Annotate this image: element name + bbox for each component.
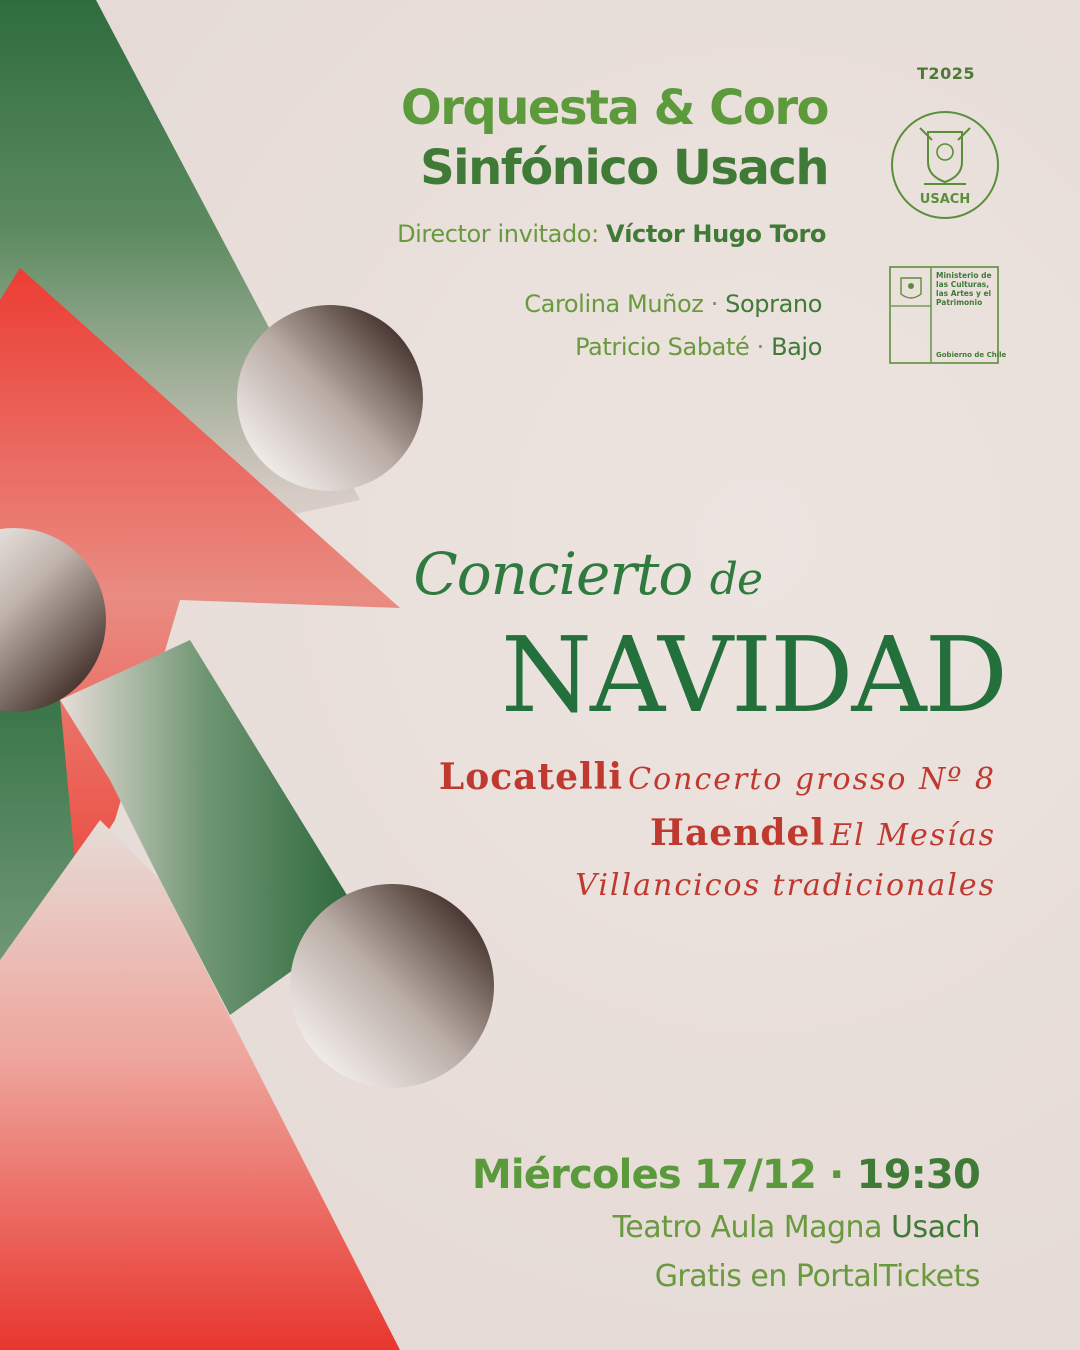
title-de: de <box>709 554 762 605</box>
work: Villancicos tradicionales <box>575 868 996 903</box>
event-date: Miércoles 17/12 <box>471 1152 816 1198</box>
usach-logo <box>890 110 1000 220</box>
soloists <box>524 283 822 369</box>
ensemble-title <box>401 78 828 198</box>
program-item <box>650 812 996 854</box>
event-datetime <box>472 1152 980 1198</box>
soloist-bass <box>524 326 822 369</box>
soloist-name: Patricio Sabaté <box>575 333 750 361</box>
separator: · <box>829 1152 844 1198</box>
venue-suffix: Usach <box>891 1210 980 1245</box>
ministry-text: Ministerio de las Culturas, las Artes y el Patrimonio <box>936 271 992 307</box>
work: Concerto grosso Nº 8 <box>628 762 996 797</box>
soloist-name: Carolina Muñoz <box>524 290 704 318</box>
event-time: 19:30 <box>856 1152 980 1198</box>
separator: · <box>756 333 764 361</box>
ornament-ball-bottom <box>290 884 494 1088</box>
soloist-role: Bajo <box>771 333 822 361</box>
soloist-role: Soprano <box>725 290 822 318</box>
ornament-ball-top <box>237 305 423 491</box>
ensemble-line-2: Sinfónico Usach <box>420 140 828 196</box>
composer: Haendel <box>649 812 826 854</box>
separator: · <box>710 290 718 318</box>
program-item <box>439 756 996 798</box>
title-concierto: Concierto <box>413 540 693 608</box>
director-name: Víctor Hugo Toro <box>606 220 826 248</box>
ticket-info: Gratis en PortalTickets <box>654 1259 980 1294</box>
usach-logo-text: USACH <box>919 192 971 207</box>
director-label: Director invitado: <box>397 220 599 248</box>
season-label: T2025 <box>917 64 975 83</box>
guest-director <box>397 220 826 248</box>
venue-name: Teatro Aula Magna <box>612 1210 882 1245</box>
ministry-logo <box>889 266 1007 364</box>
ensemble-line-1: Orquesta & Coro <box>400 80 828 136</box>
work: El Mesías <box>830 818 996 853</box>
title-navidad: NAVIDAD <box>501 614 1006 736</box>
title-line-1 <box>413 540 762 608</box>
soloist-soprano <box>524 283 822 326</box>
ministry-footer: Gobierno de Chile <box>936 351 1007 359</box>
composer: Locatelli <box>438 756 624 798</box>
program-item <box>575 868 996 903</box>
event-venue <box>613 1210 980 1245</box>
